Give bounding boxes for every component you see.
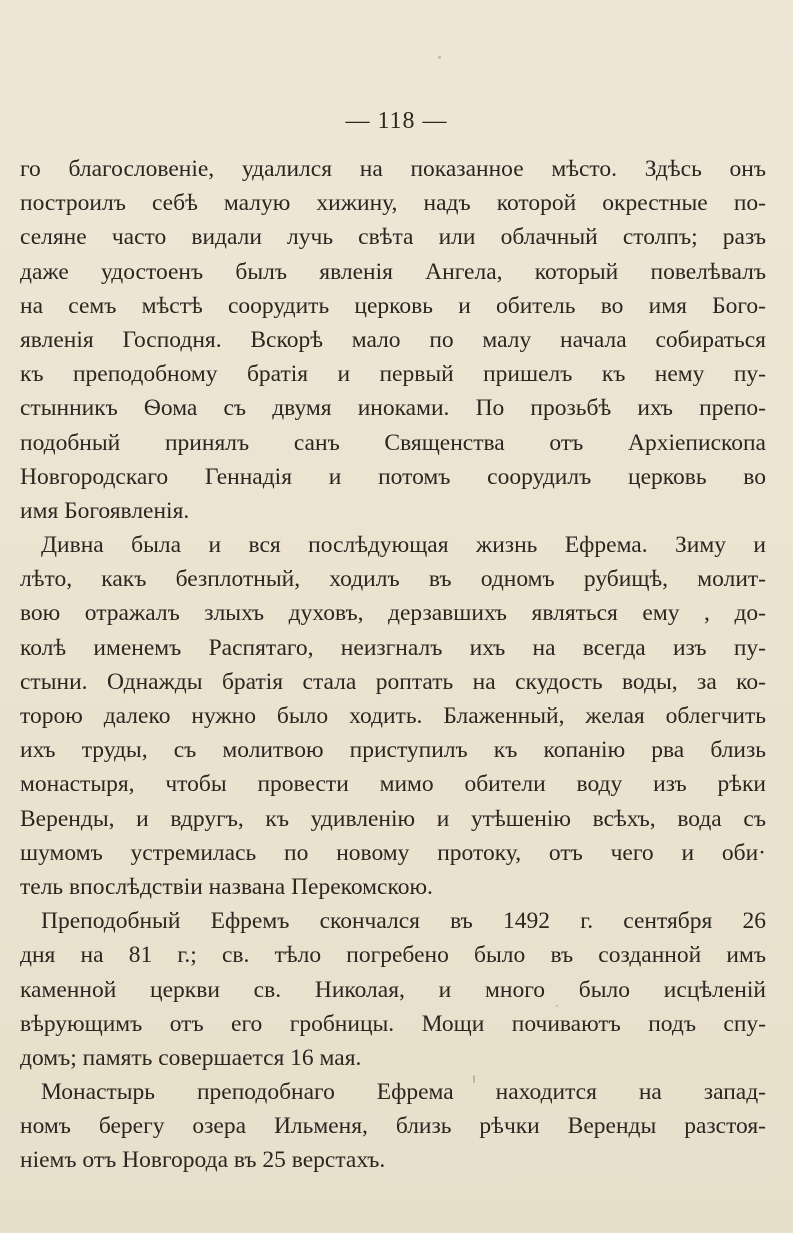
text-line: колѣ именемъ Распятаго, неизгналъ ихъ на всегда изъ пу- (20, 634, 766, 661)
text-line: номъ берегу озера Ильменя, близь рѣчки Веренды разстоя- (20, 1113, 766, 1140)
paragraph (20, 152, 766, 528)
paper-speck (438, 56, 441, 59)
text-line: построилъ себѣ малую хижину, надъ которой окрестные по- (20, 190, 766, 217)
text-line: домъ; память совершается 16 мая. (20, 1044, 362, 1071)
text-line: Новгородскаго Геннадія и потомъ соорудилъ церковь во (20, 463, 766, 490)
text-line: вою отражалъ злыхъ духовъ, дерзавшихъ являться ему , до- (20, 600, 766, 627)
text-line: на семъ мѣстѣ соорудить церковь и обитель во имя Бого- (20, 292, 766, 319)
paragraph (20, 1075, 766, 1178)
text-line: го благословеніе, удалился на показанное мѣсто. Здѣсь онъ (20, 156, 766, 182)
text-line: стынникъ Ѳома съ двумя иноками. По прозьбѣ ихъ препо- (20, 395, 766, 422)
text-line: даже удостоенъ былъ явленія Ангела, который повелѣвалъ (20, 258, 766, 285)
text-line: явленія Господня. Вскорѣ мало по малу начала собираться (20, 326, 766, 353)
text-line: ніемъ отъ Новгорода въ 25 верстахъ. (20, 1147, 386, 1174)
text-line: селяне часто видали лучь свѣта или облачный столпъ; разъ (20, 224, 766, 251)
text-line: тель впослѣдствіи названа Перекомскою. (20, 873, 433, 900)
text-line: стыни. Однажды братія стала роптать на скудость воды, за ко- (20, 668, 766, 695)
text-line: имя Богоявленія. (20, 497, 190, 524)
text-line: каменной церкви св. Николая, и много было исцѣленій (20, 976, 766, 1003)
text-line: Монастырь преподобнаго Ефрема находится на запад- (41, 1079, 766, 1106)
text-line: подобный принялъ санъ Священства отъ Архіепископа (20, 429, 766, 456)
text-line: лѣто, какъ безплотный, ходилъ въ одномъ рубищѣ, молит- (20, 566, 766, 593)
paragraph (20, 528, 766, 904)
text-line: вѣрующимъ отъ его гробницы. Мощи почиваютъ подъ спу- (20, 1010, 766, 1037)
text-line: Веренды, и вдругъ, къ удивленію и утѣшенію всѣхъ, вода съ (20, 805, 766, 832)
body-text (20, 152, 766, 1178)
paragraph (20, 904, 766, 1075)
text-line: къ преподобному братія и первый пришелъ къ нему пу- (20, 361, 766, 388)
text-line: Преподобный Ефремъ скончался въ 1492 г. сентября 26 (41, 908, 766, 935)
text-line: Дивна была и вся послѣдующая жизнь Ефрема. Зиму и (41, 532, 766, 559)
text-line: шумомъ устремилась по новому протоку, отъ чего и оби· (20, 839, 766, 866)
text-line: торою далеко нужно было ходить. Блаженный, желая облегчить (20, 703, 766, 729)
page-number: — 118 — (345, 108, 448, 134)
text-line: дня на 81 г.; св. тѣло погребено было въ созданной имъ (20, 942, 766, 969)
text-line: ихъ труды, съ молитвою приступилъ къ копанію рва близь (20, 737, 766, 764)
text-line: монастыря, чтобы провести мимо обители воду изъ рѣки (20, 771, 766, 798)
